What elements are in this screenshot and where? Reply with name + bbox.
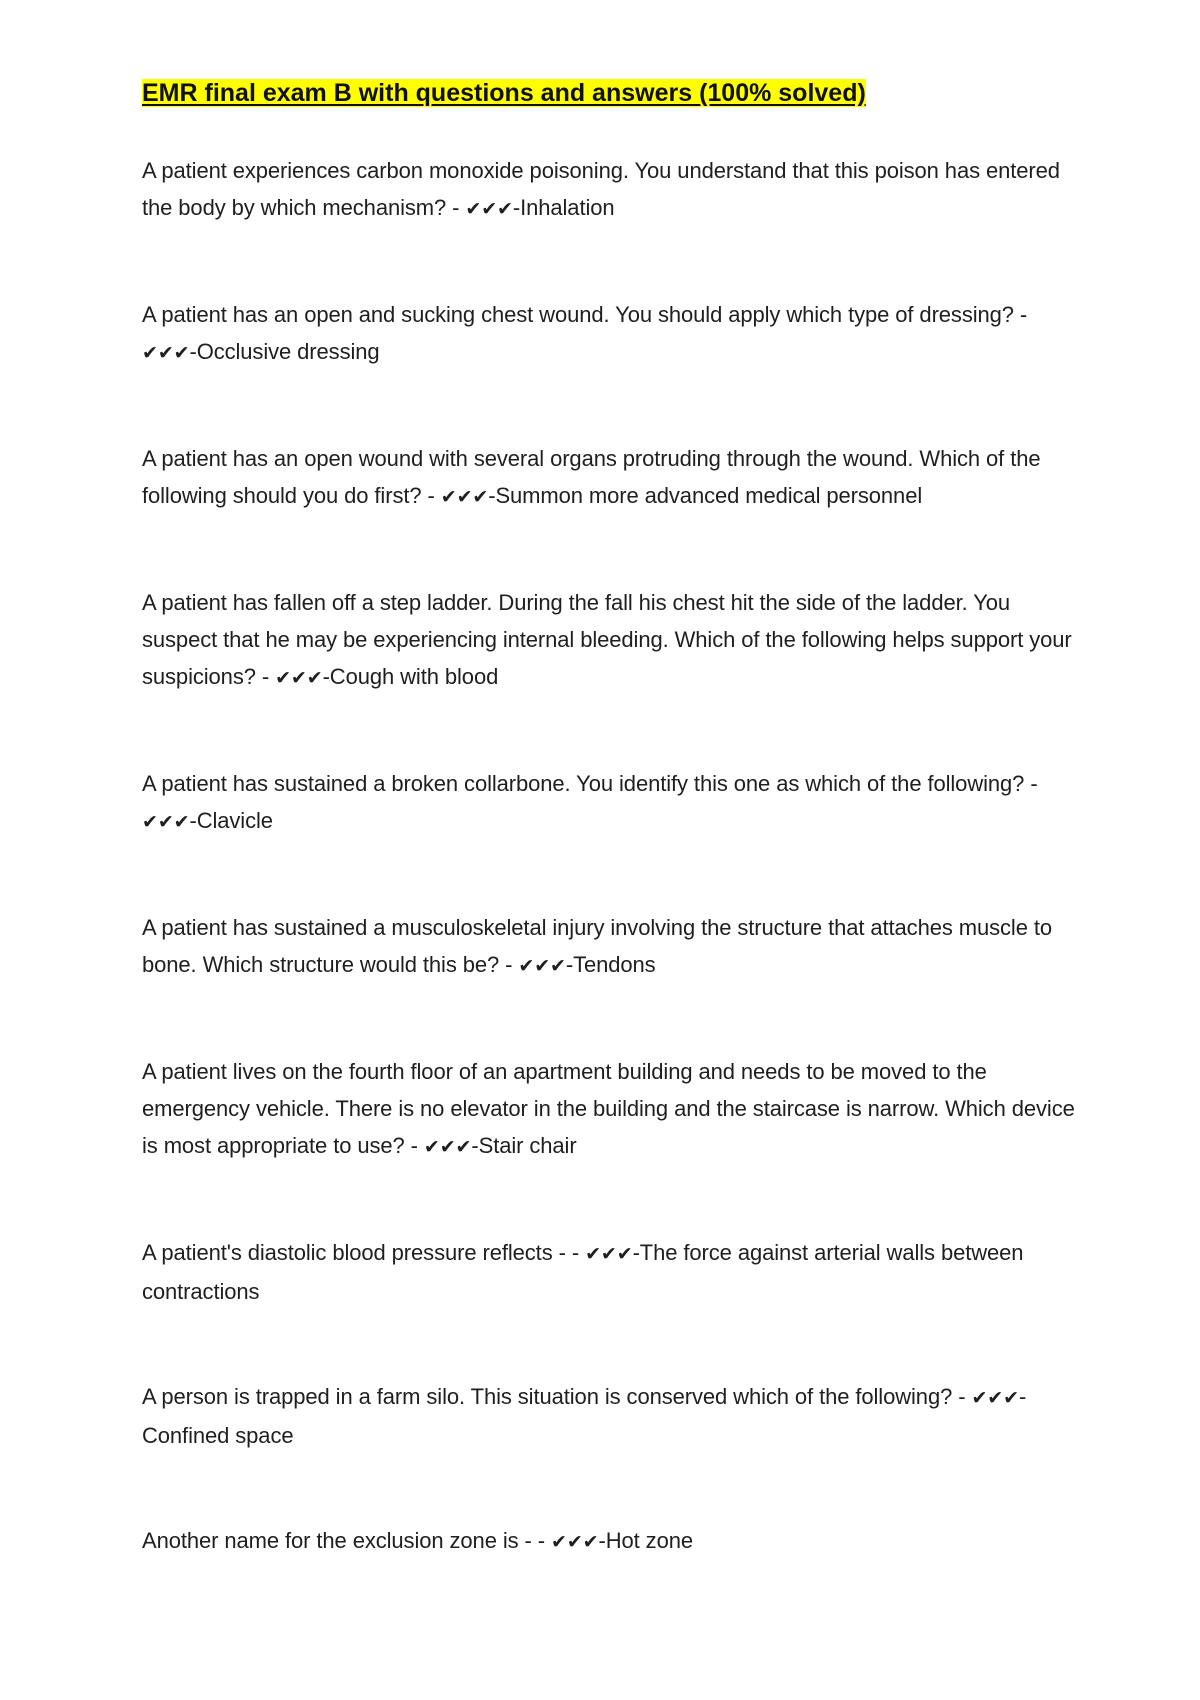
- question-text: A patient lives on the fourth floor of an apartment building and needs to be moved to the emergency vehicle. There is no elevator in the building and the staircase is narrow. Which device is most appropriate to use? -: [142, 1059, 1075, 1158]
- answer-text: -Tendons: [565, 952, 656, 977]
- answer-text: -Summon more advanced medical personnel: [488, 483, 923, 508]
- qa-item: [142, 440, 1080, 516]
- question-text: A person is trapped in a farm silo. This situation is conserved which of the following? -: [142, 1384, 966, 1409]
- qa-item: [142, 909, 1080, 985]
- checkmarks-icon: ✔✔✔: [518, 955, 566, 977]
- question-text: A patient has an open wound with several organs protruding through the wound. Which of the following should you do first? -: [142, 446, 1041, 508]
- checkmarks-icon: ✔✔✔: [275, 667, 323, 689]
- answer-text: -Inhalation: [512, 195, 615, 220]
- checkmarks-icon: ✔✔✔: [423, 1136, 472, 1158]
- checkmarks-icon: ✔✔✔: [971, 1387, 1019, 1409]
- checkmarks-icon: ✔✔✔: [142, 811, 190, 833]
- answer-text: -Hot zone: [598, 1528, 693, 1553]
- qa-item: [142, 1522, 1080, 1561]
- qa-item: [142, 1234, 1080, 1310]
- answer-text: -Confined space: [142, 1384, 1027, 1448]
- checkmarks-icon: ✔✔✔: [585, 1243, 633, 1265]
- question-text: Another name for the exclusion zone is - -: [142, 1528, 546, 1553]
- document-title: EMR final exam B with questions and answers (100% solved): [142, 79, 866, 107]
- question-text: A patient has sustained a broken collarbone. You identify this one as which of the following? -: [142, 771, 1038, 796]
- qa-item: [142, 765, 1080, 841]
- qa-item: [142, 152, 1080, 228]
- qa-item: [142, 1378, 1080, 1454]
- qa-item: [142, 296, 1080, 372]
- qa-list: [142, 152, 1080, 1561]
- title-block: [142, 78, 1080, 108]
- qa-item: [142, 584, 1080, 697]
- checkmarks-icon: ✔✔✔: [440, 486, 489, 508]
- question-text: A patient experiences carbon monoxide poisoning. You understand that this poison has entered the body by which mechanism? -: [142, 158, 1060, 220]
- question-text: A patient has sustained a musculoskeletal injury involving the structure that attaches muscle to bone. Which structure would this be? -: [142, 915, 1053, 977]
- answer-text: -Clavicle: [189, 808, 273, 833]
- checkmarks-icon: ✔✔✔: [465, 198, 513, 220]
- checkmarks-icon: ✔✔✔: [551, 1531, 599, 1553]
- qa-item: [142, 1053, 1080, 1166]
- answer-text: -The force against arterial walls between contractions: [142, 1240, 1024, 1304]
- answer-text: -Occlusive dressing: [189, 339, 380, 364]
- question-text: A patient has an open and sucking chest wound. You should apply which type of dressing? -: [142, 302, 1028, 327]
- answer-text: -Cough with blood: [322, 664, 499, 689]
- answer-text: -Stair chair: [471, 1133, 577, 1158]
- checkmarks-icon: ✔✔✔: [142, 342, 190, 364]
- question-text: A patient has fallen off a step ladder. During the fall his chest hit the side of the ladder. You suspect that he may be experiencing internal bleeding. Which of the following helps support your suspicions? -: [142, 590, 1072, 689]
- question-text: A patient's diastolic blood pressure reflects - -: [142, 1240, 580, 1265]
